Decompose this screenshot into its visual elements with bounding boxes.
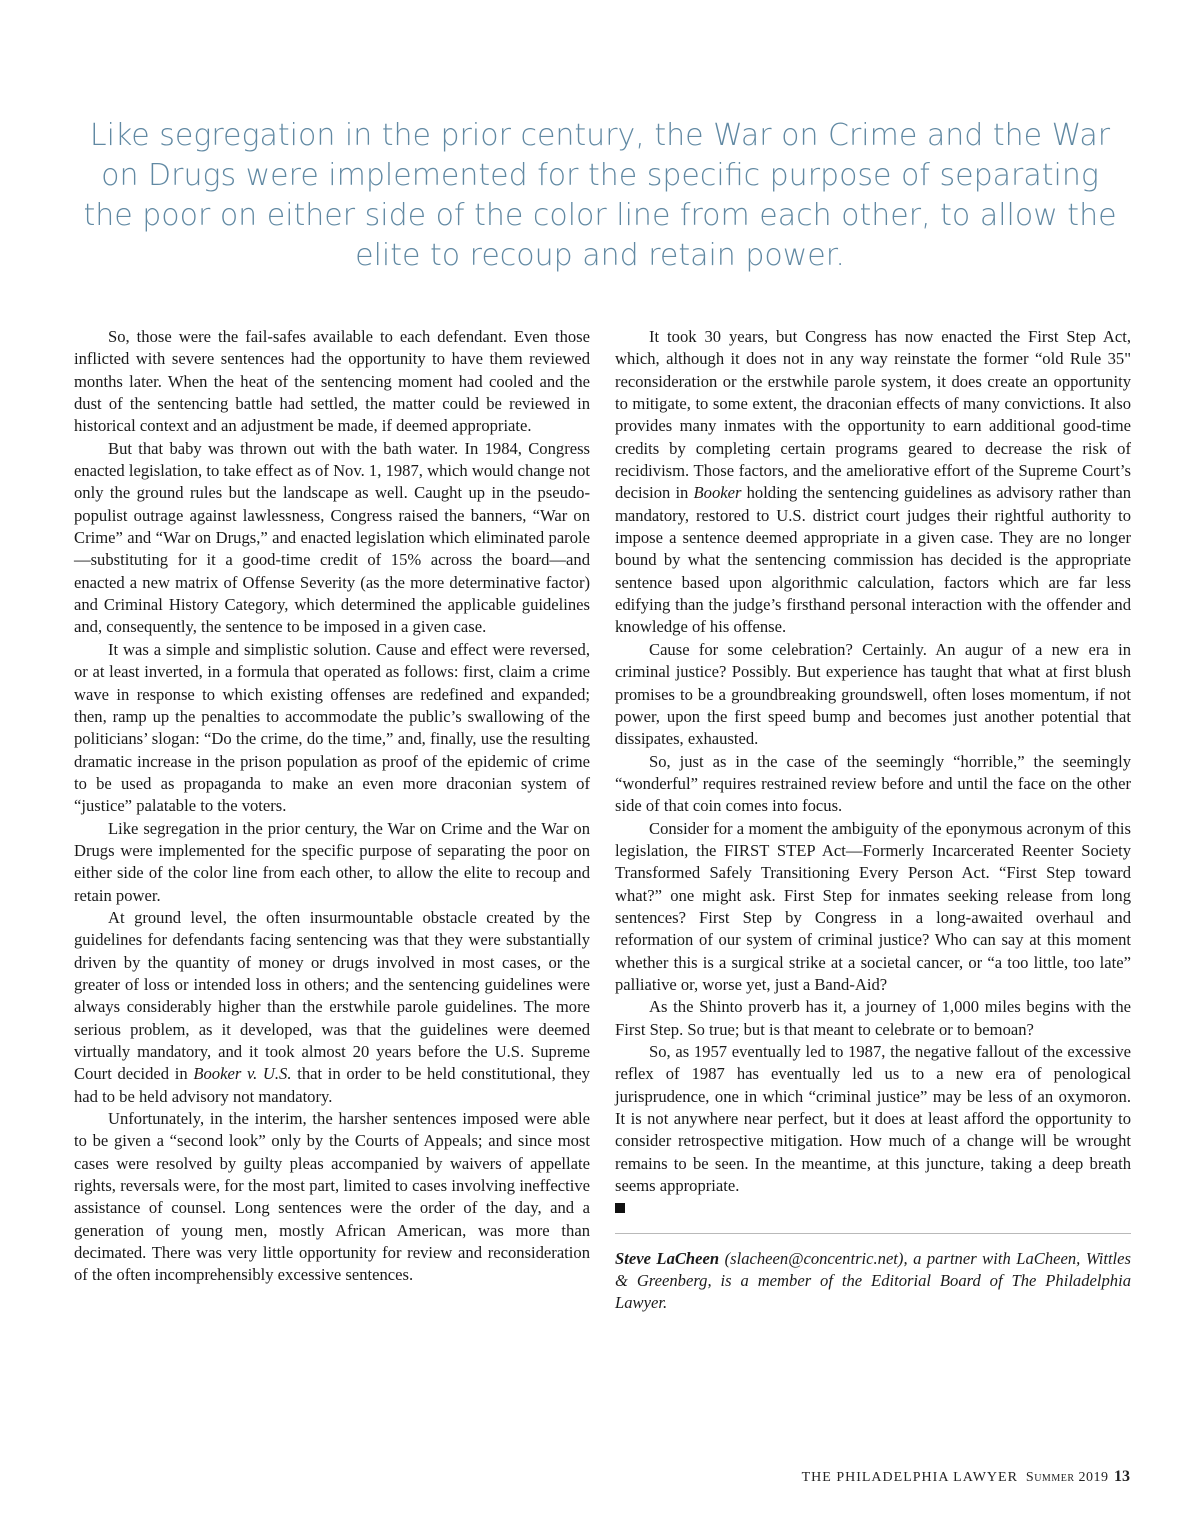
case-citation: Booker v. U.S. — [193, 1064, 292, 1084]
paragraph-text: At ground level, the often insurmountable obstacle created by the guidelines for defendants facing sentencing was that they were substantially driven by the quantity of money or drugs involved in most cases, or the greater of loss or intended loss in others; and the sentencing guidelines were always considerably higher than the erstwhile parole guidelines. The more serious problem, as it developed, was that the guidelines were deemed virtually mandatory, and it took almost 20 years before the U.S. Supreme Court decided in — [74, 907, 590, 1084]
page-number: 13 — [1114, 1468, 1130, 1485]
paragraph — [74, 907, 590, 1108]
paragraph: So, those were the fail-safes available to each defendant. Even those inflicted with severe sentences had the opportunity to have them reviewed months later. When the heat of the sentencing moment had cooled and the dust of the sentencing battle had settled, the matter could be reviewed in historical context and an adjustment be made, if deemed appropriate. — [74, 327, 590, 436]
end-square-icon — [615, 1203, 625, 1213]
paragraph: But that baby was thrown out with the bath water. In 1984, Congress enacted legislation, to take effect as of Nov. 1, 1987, which would change not only the ground rules but the landscape as well. Caught up in the pseudo-populist outrage against lawlessness, Congress raised the banners, “War on Crime” and “War on Drugs,” and enacted legislation which eliminated parole—substituting for it a good-time credit of 15% across the board—and enacted a new matrix of Offense Severity (as the more determinative factor) and Criminal History Category, which determined the applicable guidelines and, consequently, the sentence to be imposed in a given case. — [74, 438, 590, 637]
article-column-right — [615, 326, 1131, 1315]
author-name: Steve LaCheen — [615, 1248, 720, 1268]
paragraph: It was a simple and simplistic solution. Cause and effect were reversed, or at least inverted, in a formula that operated as follows: first, claim a crime wave in response to which existing offenses are redefined and expanded; then, ramp up the penalties to accommodate the public’s swallowing of the politicians’ slogan: “Do the crime, do the time,” and, finally, use the resulting dramatic increase in the prison population as proof of the epidemic of crime to be used as propaganda to make an even more draconian system of “justice” palatable to the voters. — [74, 639, 590, 816]
author-bio-text: (slacheen@concentric.net), a partner with LaCheen, Wittles & Greenberg, is a member of the Editorial Board of The Philadelphia Lawyer. — [615, 1248, 1131, 1313]
paragraph-text: It took 30 years, but Congress has now enacted the First Step Act, which, although it does not in any way reinstate the former “old Rule 35" reconsideration or the erstwhile parole system, it does create an opportunity to mitigate, to some extent, the draconian effects of many convictions. It also provides many inmates with the opportunity to earn additional good-time credits by completing certain programs geared to decrease the risk of recidivism. Those factors, and the ameliorative effort of the Supreme Court’s decision in — [615, 327, 1131, 503]
paragraph: Consider for a moment the ambiguity of the eponymous acronym of this legislation, the FIRST STEP Act—Formerly Incarcerated Reenter Society Transformed Safely Transitioning Every Person Act. “First Step toward what?” one might ask. First Step for inmates seeking release from long sentences? First Step by Congress in a long-awaited overhaul and reformation of our system of criminal justice? Who can say at this moment whether this is a surgical strike at a societal cancer, or “a too little, too late” palliative or, worse yet, just a Band-Aid? — [615, 818, 1131, 994]
issue-label: Summer 2019 — [1025, 1470, 1109, 1485]
end-of-article-mark — [615, 1197, 1131, 1219]
magazine-name: THE PHILADELPHIA LAWYER — [801, 1470, 1018, 1485]
paragraph-text: that in order to be held constitutional, they had to be held advisory not mandatory. — [74, 1064, 590, 1106]
paragraph: Unfortunately, in the interim, the harsher sentences imposed were able to be given a “second look” only by the Courts of Appeals; and since most cases were resolved by guilty pleas accompanied by waivers of appellate rights, reversals were, for the most part, limited to cases involving ineffective assistance of counsel. Long sentences were the order of the day, and a generation of young men, mostly African American, was more than decimated. There was very little opportunity for review and reconsideration of the often incomprehensibly excessive sentences. — [74, 1109, 590, 1285]
pull-quote: Like segregation in the prior century, the War on Crime and the War on Drugs were implemented for the specific purpose of separating the poor on either side of the color line from each other, to allow the elite to recoup and retain power. — [83, 118, 1117, 273]
author-bio — [615, 1248, 1131, 1315]
paragraph-text: holding the sentencing guidelines as advisory rather than mandatory, restored to U.S. district court judges their rightful authority to impose a sentence deemed appropriate in a given case. They are no longer bound by what the sentencing commission has decided is the appropriate sentence based upon algorithmic calculation, factors which are far less edifying than the judge’s firsthand personal interaction with the offender and knowledge of his offense. — [615, 483, 1131, 637]
article-column-left — [74, 326, 590, 1287]
paragraph: So, just as in the case of the seemingly “horrible,” the seemingly “wonderful” requires restrained review before and until the face on the other side of that coin comes into focus. — [615, 751, 1131, 816]
paragraph — [615, 326, 1131, 639]
case-citation: Booker — [693, 483, 742, 503]
paragraph: So, as 1957 eventually led to 1987, the negative fallout of the excessive reflex of 1987 has eventually led us to a new era of penological jurisprudence, one in which “criminal justice” may be less of an oxymoron. It is not anywhere near perfect, but it does at least afford the opportunity to consider retrospective mitigation. How much of a change will be wrought remains to be seen. In the meantime, at this juncture, taking a deep breath seems appropriate. — [615, 1042, 1131, 1196]
page-footer — [802, 1468, 1130, 1486]
paragraph: As the Shinto proverb has it, a journey of 1,000 miles begins with the First Step. So true; but is that meant to celebrate or to bemoan? — [615, 997, 1131, 1039]
paragraph: Cause for some celebration? Certainly. An augur of a new era in criminal justice? Possibly. But experience has taught that what at first blush promises to be a groundbreaking groundswell, often loses momentum, if not power, upon the first speed bump and becomes just another potential that dissipates, exhausted. — [615, 639, 1131, 749]
bio-divider — [615, 1233, 1131, 1234]
paragraph: Like segregation in the prior century, the War on Crime and the War on Drugs were implemented for the specific purpose of separating the poor on either side of the color line from each other, to allow the elite to recoup and retain power. — [74, 818, 590, 905]
